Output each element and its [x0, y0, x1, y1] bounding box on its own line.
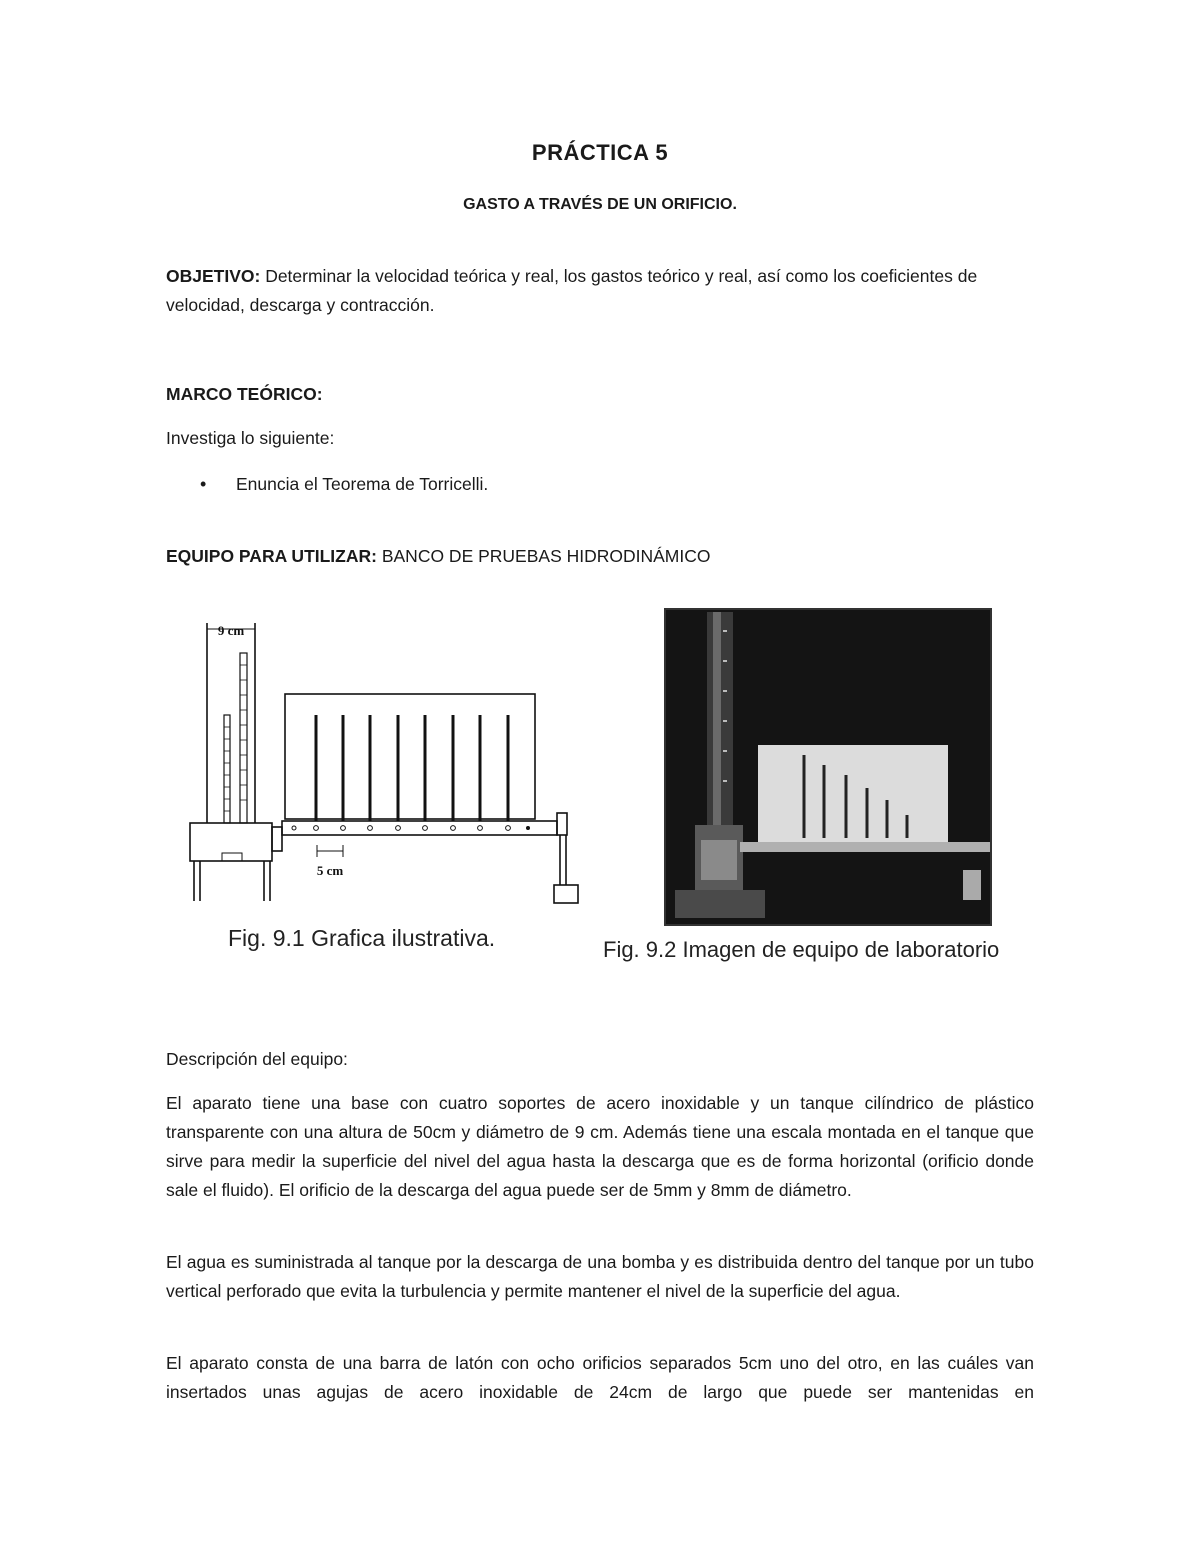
- theory-intro: Investiga lo siguiente:: [166, 428, 335, 448]
- equipment-label: EQUIPO PARA UTILIZAR:: [166, 546, 377, 566]
- theory-heading: MARCO TEÓRICO:: [166, 384, 323, 404]
- figure1-caption: Fig. 9.1 Grafica ilustrativa.: [228, 925, 496, 951]
- figure2-caption: Fig. 9.2 Imagen de equipo de laboratorio: [603, 937, 1000, 962]
- theory-bullet-text: Enuncia el Teorema de Torricelli.: [236, 474, 489, 494]
- objective-text: Determinar la velocidad teórica y real, los gastos teórico y real, así como los coeficientes de velocidad, descarga y contracción.: [166, 266, 978, 315]
- bullet-icon: •: [200, 474, 207, 494]
- description-paragraph-3: El aparato consta de una barra de latón con ocho orificios separados 5cm uno del otro, en las cuáles van insertados unas agujas de acero inoxidable de 24cm de largo que puede ser mantenidas en: [166, 1353, 1034, 1402]
- equipment-line: [166, 542, 1034, 571]
- theory-bullet-item: [200, 470, 488, 499]
- equipment-value: BANCO DE PRUEBAS HIDRODINÁMICO: [376, 546, 711, 566]
- description-paragraph-2: El agua es suministrada al tanque por la descarga de una bomba y es distribuida dentro del tanque por un tubo vertical perforado que evita la turbulencia y permite mantener el nivel de la superficie del agua.: [166, 1252, 1034, 1301]
- objective-label: OBJETIVO:: [166, 266, 261, 286]
- description-paragraph-1: El aparato tiene una base con cuatro soportes de acero inoxidable y un tanque cilíndrico de plástico transparente con una altura de 50cm y diámetro de 9 cm. Además tiene una escala montada en el tanque que sirve para medir la superficie del nivel del agua hasta la descarga que es de forma horizontal (orificio donde sale el fluido). El orificio de la descarga del agua puede ser de 5mm y 8mm de diámetro.: [166, 1093, 1034, 1200]
- page-title: PRÁCTICA 5: [531, 140, 669, 165]
- page-subtitle: GASTO A TRAVÉS DE UN ORIFICIO.: [463, 196, 737, 213]
- fig1-spacing-label: 5 cm: [316, 863, 344, 878]
- objective-paragraph: [166, 262, 1034, 320]
- description-heading: Descripción del equipo:: [166, 1049, 348, 1069]
- fig1-width-label: 9 cm: [217, 623, 245, 638]
- figure-lab-photo: [595, 600, 1055, 980]
- figure-illustrative-drawing: [160, 595, 600, 975]
